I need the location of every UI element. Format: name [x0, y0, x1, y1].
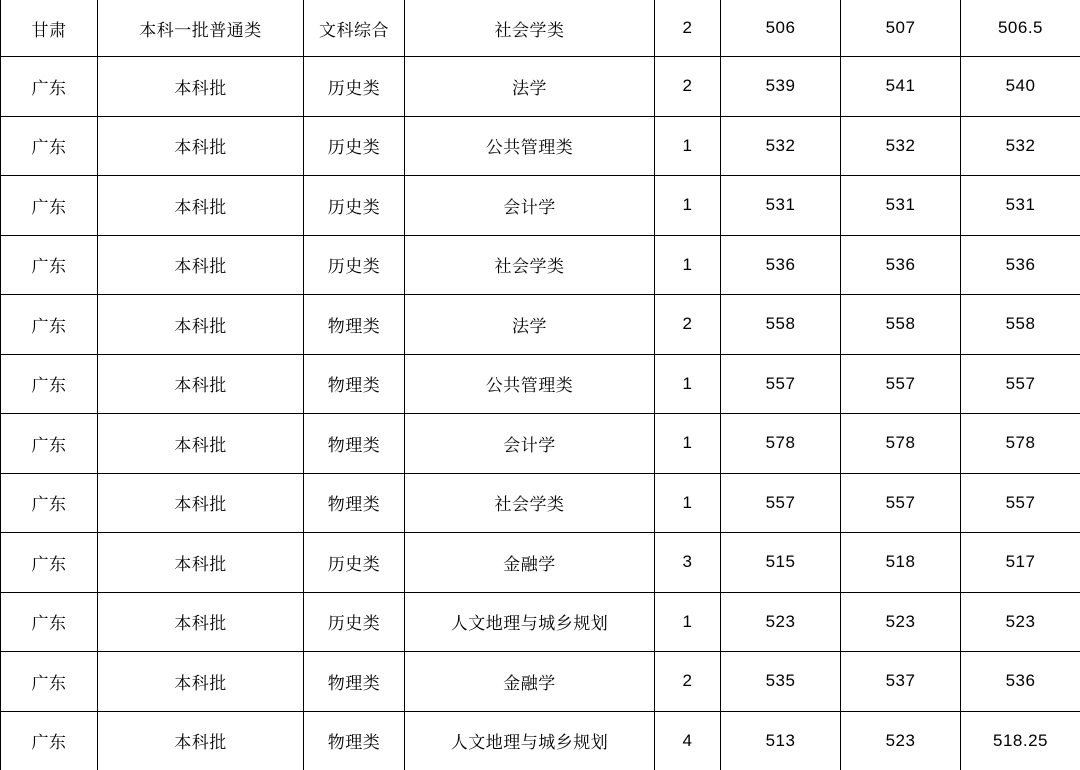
- cell-11-0: 广东: [1, 652, 98, 712]
- cell-2-2: 历史类: [304, 116, 405, 176]
- cell-0-3: 社会学类: [405, 0, 655, 57]
- cell-5-2: 物理类: [304, 295, 405, 355]
- cell-11-3: 金融学: [405, 652, 655, 712]
- cell-6-7: 557: [961, 354, 1080, 414]
- table-body: [1, 0, 1080, 770]
- cell-8-7: 557: [961, 473, 1080, 533]
- cell-6-2: 物理类: [304, 354, 405, 414]
- cell-10-6: 523: [841, 592, 961, 652]
- cell-4-3: 社会学类: [405, 235, 655, 295]
- cell-7-6: 578: [841, 414, 961, 474]
- cell-4-1: 本科批: [98, 235, 304, 295]
- cell-3-2: 历史类: [304, 176, 405, 236]
- cell-8-3: 社会学类: [405, 473, 655, 533]
- cell-7-3: 会计学: [405, 414, 655, 474]
- cell-7-4: 1: [655, 414, 721, 474]
- cell-11-4: 2: [655, 652, 721, 712]
- cell-6-6: 557: [841, 354, 961, 414]
- cell-5-7: 558: [961, 295, 1080, 355]
- cell-4-6: 536: [841, 235, 961, 295]
- cell-2-1: 本科批: [98, 116, 304, 176]
- cell-12-6: 523: [841, 711, 961, 770]
- cell-2-3: 公共管理类: [405, 116, 655, 176]
- cell-3-5: 531: [721, 176, 841, 236]
- cell-0-6: 507: [841, 0, 961, 57]
- cell-8-6: 557: [841, 473, 961, 533]
- cell-1-2: 历史类: [304, 57, 405, 117]
- cell-1-0: 广东: [1, 57, 98, 117]
- cell-11-2: 物理类: [304, 652, 405, 712]
- cell-11-6: 537: [841, 652, 961, 712]
- cell-12-0: 广东: [1, 711, 98, 770]
- cell-2-5: 532: [721, 116, 841, 176]
- cell-10-4: 1: [655, 592, 721, 652]
- cell-3-4: 1: [655, 176, 721, 236]
- table-row: [1, 414, 1080, 474]
- cell-7-0: 广东: [1, 414, 98, 474]
- cell-8-4: 1: [655, 473, 721, 533]
- cell-10-0: 广东: [1, 592, 98, 652]
- cell-5-5: 558: [721, 295, 841, 355]
- table-row: [1, 295, 1080, 355]
- cell-5-6: 558: [841, 295, 961, 355]
- cell-2-6: 532: [841, 116, 961, 176]
- table-row: [1, 235, 1080, 295]
- table-row: [1, 711, 1080, 770]
- cell-2-7: 532: [961, 116, 1080, 176]
- cell-10-7: 523: [961, 592, 1080, 652]
- cell-10-3: 人文地理与城乡规划: [405, 592, 655, 652]
- cell-8-1: 本科批: [98, 473, 304, 533]
- cell-9-1: 本科批: [98, 533, 304, 593]
- table-row: [1, 354, 1080, 414]
- cell-7-7: 578: [961, 414, 1080, 474]
- cell-3-6: 531: [841, 176, 961, 236]
- cell-0-1: 本科一批普通类: [98, 0, 304, 57]
- cell-0-2: 文科综合: [304, 0, 405, 57]
- cell-4-5: 536: [721, 235, 841, 295]
- table-row: [1, 116, 1080, 176]
- cell-12-2: 物理类: [304, 711, 405, 770]
- cell-2-4: 1: [655, 116, 721, 176]
- cell-3-3: 会计学: [405, 176, 655, 236]
- cell-2-0: 广东: [1, 116, 98, 176]
- cell-9-4: 3: [655, 533, 721, 593]
- cell-7-2: 物理类: [304, 414, 405, 474]
- table-row: [1, 473, 1080, 533]
- cell-4-0: 广东: [1, 235, 98, 295]
- cell-5-4: 2: [655, 295, 721, 355]
- table-row: [1, 176, 1080, 236]
- cell-6-4: 1: [655, 354, 721, 414]
- cell-0-4: 2: [655, 0, 721, 57]
- cell-1-5: 539: [721, 57, 841, 117]
- cell-4-2: 历史类: [304, 235, 405, 295]
- cell-7-5: 578: [721, 414, 841, 474]
- cell-0-7: 506.5: [961, 0, 1080, 57]
- cell-9-3: 金融学: [405, 533, 655, 593]
- cell-11-5: 535: [721, 652, 841, 712]
- cell-8-2: 物理类: [304, 473, 405, 533]
- table-row: [1, 592, 1080, 652]
- cell-5-0: 广东: [1, 295, 98, 355]
- cell-5-3: 法学: [405, 295, 655, 355]
- cell-3-0: 广东: [1, 176, 98, 236]
- cell-1-4: 2: [655, 57, 721, 117]
- cell-10-1: 本科批: [98, 592, 304, 652]
- cell-8-5: 557: [721, 473, 841, 533]
- cell-12-1: 本科批: [98, 711, 304, 770]
- cell-11-7: 536: [961, 652, 1080, 712]
- cell-7-1: 本科批: [98, 414, 304, 474]
- cell-1-3: 法学: [405, 57, 655, 117]
- cell-4-7: 536: [961, 235, 1080, 295]
- table-row: [1, 57, 1080, 117]
- table-row: [1, 0, 1080, 57]
- cell-12-5: 513: [721, 711, 841, 770]
- cell-1-6: 541: [841, 57, 961, 117]
- cell-9-6: 518: [841, 533, 961, 593]
- cell-6-1: 本科批: [98, 354, 304, 414]
- cell-1-7: 540: [961, 57, 1080, 117]
- cell-9-7: 517: [961, 533, 1080, 593]
- cell-9-5: 515: [721, 533, 841, 593]
- cell-3-1: 本科批: [98, 176, 304, 236]
- cell-0-5: 506: [721, 0, 841, 57]
- cell-12-7: 518.25: [961, 711, 1080, 770]
- cell-10-2: 历史类: [304, 592, 405, 652]
- cell-9-0: 广东: [1, 533, 98, 593]
- cell-3-7: 531: [961, 176, 1080, 236]
- table-row: [1, 533, 1080, 593]
- cell-6-0: 广东: [1, 354, 98, 414]
- cell-6-5: 557: [721, 354, 841, 414]
- cell-8-0: 广东: [1, 473, 98, 533]
- cell-12-3: 人文地理与城乡规划: [405, 711, 655, 770]
- cell-0-0: 甘肃: [1, 0, 98, 57]
- cell-11-1: 本科批: [98, 652, 304, 712]
- cell-1-1: 本科批: [98, 57, 304, 117]
- cell-5-1: 本科批: [98, 295, 304, 355]
- cell-10-5: 523: [721, 592, 841, 652]
- table-row: [1, 652, 1080, 712]
- cell-6-3: 公共管理类: [405, 354, 655, 414]
- cell-4-4: 1: [655, 235, 721, 295]
- cell-9-2: 历史类: [304, 533, 405, 593]
- cell-12-4: 4: [655, 711, 721, 770]
